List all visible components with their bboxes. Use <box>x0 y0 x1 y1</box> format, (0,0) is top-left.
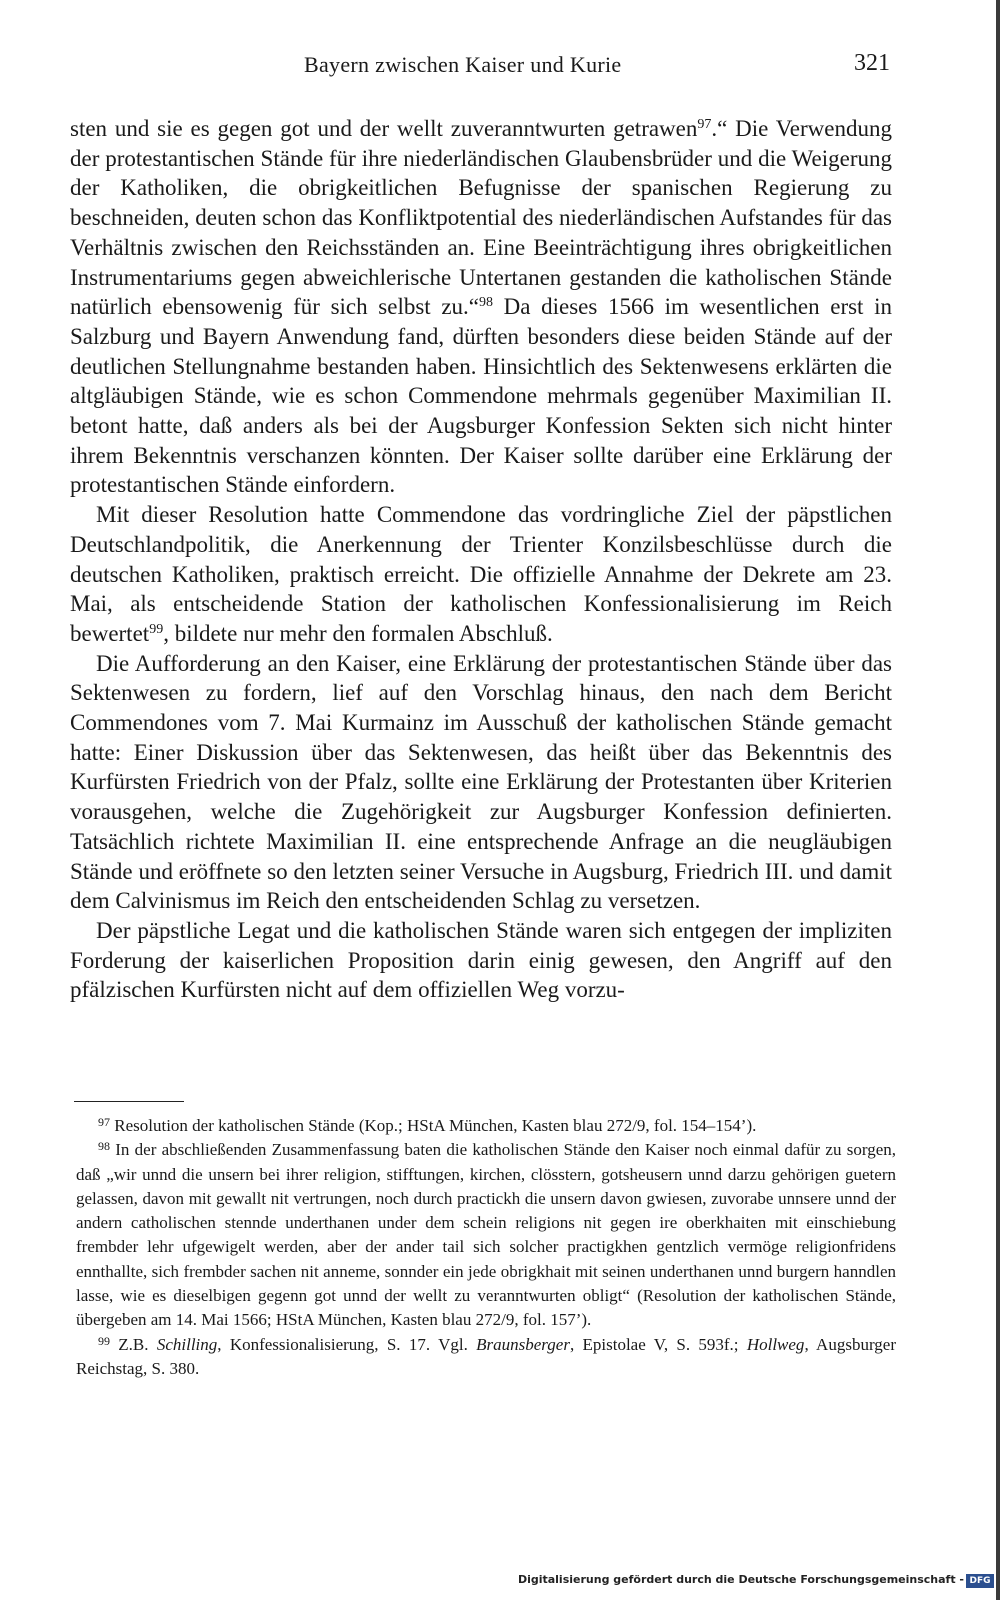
footnote-text: Z.B. <box>110 1334 157 1354</box>
running-title: Bayern zwischen Kaiser und Kurie <box>304 52 622 77</box>
paragraph: Die Aufforderung an den Kaiser, eine Erklärung der protestantischen Stände über das Sektenwesen zu fordern, lief auf den Vorschlag hinaus, den nach dem Bericht Commendones vom 7. Mai Kurmainz im Ausschuß der katholischen Stände gemacht hatte: Einer Diskussion über das Sektenwesen, das heißt über das Bekenntnis des Kurfürsten Friedrich von der Pfalz, sollte eine Erklärung der Protestanten über Kriterien vorausgehen, welche die Zugehörigkeit zur Augsburger Konfession definierten. Tatsächlich richtete Maximilian II. eine entsprechende Anfrage an die neugläubigen Stände und eröffnete so den letzten seiner Versuche in Augsburg, Friedrich III. und damit dem Calvinismus im Reich den entscheidenden Schlag zu versetzen. <box>70 650 892 914</box>
scan-border <box>996 0 1000 1600</box>
text-run: sten und sie es gegen got und der wellt zuveranntwurten getrawen <box>70 116 698 141</box>
footnote-ref: 98 <box>478 295 493 311</box>
footnote-divider <box>74 1101 184 1102</box>
paragraph <box>70 114 892 500</box>
text-run: , bildete nur mehr den formalen Abschluß. <box>163 620 553 646</box>
footnote-ref: 99 <box>149 621 164 637</box>
footnote <box>76 1333 896 1382</box>
author-name: Braunsberger <box>476 1334 570 1354</box>
author-name: Schilling <box>156 1334 218 1354</box>
text-run: Da dieses 1566 im wesentlichen erst in Salzburg und Bayern Anwendung fand, dürften besonders diese beiden Stände auf der deutlichen Stellungnahme bestanden haben. Hinsichtlich des Sektenwesens erklärten die altgläubigen Stände, wie es schon Commendone mehrmals gegenüber Maximilian II. betont hatte, daß anders als bei der Augsburger Konfession Sekten sich nicht hinter ihrem Bekenntnis verschanzen könnten. Der Kaiser sollte darüber eine Erklärung der protestantischen Stände einfordern. <box>70 294 892 498</box>
text-run: .“ Die Verwendung der protestantischen Stände für ihre niederländischen Glaubensbrüder und die Weigerung der Katholiken, die obrigkeitlichen Befugnisse der spanischen Regierung zu beschneiden, deuten schon das Konfliktpotential des niederländischen Aufstandes für das Verhältnis zwischen den Reichsständen an. Eine Beeinträchtigung ihres obrigkeitlichen Instrumentariums gegen abweichlerische Untertanen gestanden die katholischen Stände natürlich ebensowenig für sich selbst zu.“ <box>70 116 892 320</box>
text-run: Mit dieser Resolution hatte Commendone das vordringliche Ziel der päpstlichen Deutschlandpolitik, die Anerkennung der Trienter Konzilsbeschlüsse durch die deutschen Katholiken, praktisch erreicht. Die offizielle Annahme der Dekrete am 23. Mai, als entscheidende Station der katholischen Konfessionalisierung im Reich bewertet <box>70 502 892 646</box>
footnote-text: Resolution der katholischen Stände (Kop.; HStA München, Kasten blau 272/9, fol. 154–154’). <box>110 1116 757 1135</box>
footnote-number: 99 <box>98 1333 110 1348</box>
footnote-number: 98 <box>98 1139 110 1154</box>
paragraph <box>70 500 892 649</box>
footnote-text: In der abschließenden Zusammenfassung baten die katholischen Stände den Kaiser noch einmal dafür zu sorgen, daß „wir unnd die unsern bei ihrer religion, stifftungen, kirchen, clösstern, gotsheusern unnd darzu gehörigen guetern gelassen, davon mit gewallt nit vertrungen, noch durch practickh die unsern davon gwiesen, zuvorabe unnsere unnd der andern catholischen stennde underthanen under dem schein religions nit gegen ire oberkhaiten mit einschiebung frembder lehr ufgewigelt werden, aber der ander tail sich solcher practigkhen gentzlich vermöge religionfridens ennthallte, sich frembder sachen nit anneme, sonnder ein jede obrigkhait mit seinen underthanen unnd burgern hanndlen lasse, wie es dieselbigen gegenn got unnd der wellt zu veranntwurten obligt“ (Resolution der katholischen Stände, übergeben am 14. Mai 1566; HStA München, Kasten blau 272/9, fol. 157’). <box>76 1140 896 1330</box>
funding-note: Digitalisierung gefördert durch die Deutsche Forschungsgemeinschaft - <box>517 1573 964 1586</box>
paragraph: Der päpstliche Legat und die katholischen Stände waren sich entgegen der impliziten Forderung der kaiserlichen Proposition darin einig gewesen, den Angriff auf den pfälzischen Kurfürsten nicht auf dem offiziellen Weg vorzu- <box>70 917 892 1003</box>
footnotes <box>76 1114 896 1381</box>
main-text <box>70 114 892 1005</box>
author-name: Hollweg <box>746 1334 805 1354</box>
footnote <box>76 1114 896 1138</box>
footnote-text: , Augsburger Reichstag, S. 380. <box>76 1334 896 1378</box>
page-number: 321 <box>854 50 890 76</box>
page-header <box>70 48 890 88</box>
footnote-ref: 97 <box>697 117 712 132</box>
footnote-text: , Konfessionalisierung, S. 17. Vgl. <box>217 1334 477 1354</box>
footnote-text: , Epistolae V, S. 593f.; <box>569 1334 747 1354</box>
footnote-number: 97 <box>98 1115 110 1129</box>
dfg-logo: DFG <box>966 1574 994 1588</box>
footnote <box>76 1138 896 1332</box>
